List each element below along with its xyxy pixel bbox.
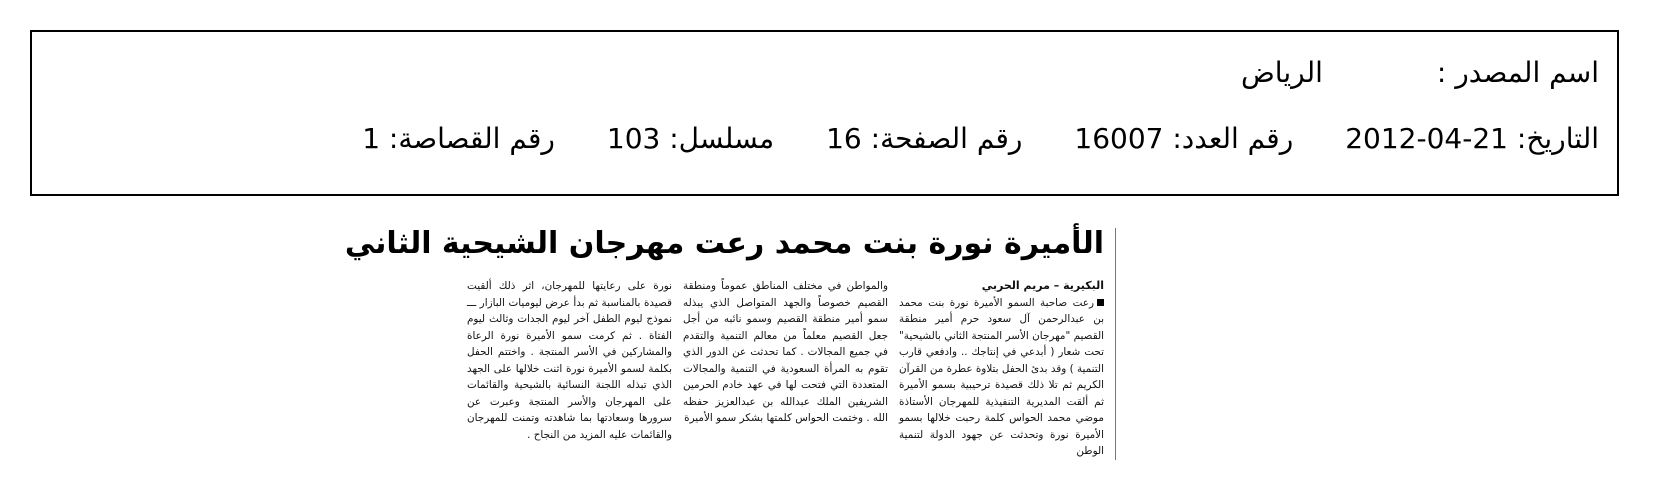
serial-field: مسلسل: 103 xyxy=(606,122,775,155)
source-line xyxy=(1241,56,1599,89)
article-headline: الأميرة نورة بنت محمد رعت مهرجان الشيحية الثاني xyxy=(344,226,1104,261)
page-field: رقم الصفحة: 16 xyxy=(826,122,1023,155)
article-byline: البكيرية – مريم الحربي xyxy=(981,279,1104,292)
article-column-3 xyxy=(467,278,672,443)
article-column-1 xyxy=(899,278,1104,460)
bullet-icon xyxy=(1097,299,1104,306)
news-clipping xyxy=(344,226,1110,460)
column-3-text: نورة على رعايتها للمهرجان، اثر ذلك ألقيت قصيدة بالمناسبة ثم بدأ عرض ليوميات البازار ـــ نموذج ليوم الطفل آخر ليوم الجدات وثالث ليوم الفتاة . ثم كرمت سمو الأميرة نورة الرعاة والمشاركين في الأسر المنتجة . واختتم الحفل بكلمة لسمو الأميرة نورة اثنت خلالها على الجهد الذي تبذله اللجنة النسائية بالشيحية والقائمات على المهرجان والأسر المنتجة وعبرت عن سرورها وسعادتها بما شاهدته وتمنت للمهرجان والقائمات عليه المزيد من النجاح . xyxy=(467,280,672,441)
column-2-text: والمواطن في مختلف المناطق عموماً ومنطقة القصيم خصوصاً والجهد المتواصل الذي يبذله سمو أمير منطقة القصيم وسمو نائبه من أجل جعل القصيم معلماً من معالم التنمية والتقدم في جميع المجالات . كما تحدثت عن الدور الذي تقوم به المرأة السعودية في التنمية والمجالات المتعددة التي فتحت لها في عهد خادم الحرمين الشريفين الملك عبدالله بن عبدالعزيز حفظه الله . وختمت الحواس كلمتها بشكر سمو الأميرة xyxy=(683,280,888,424)
source-info-box xyxy=(30,30,1619,196)
article-column-2 xyxy=(683,278,888,427)
column-1-text: رعت صاحبة السمو الأميرة نورة بنت محمد بن عبدالرحمن آل سعود حرم أمير منطقة القصيم "مهرجان الأسر المنتجة الثاني بالشيحية" تحت شعار ( أبدعي في إنتاجك .. وادفعي قارب التنمية ) وقد بدئ الحفل بتلاوة عطرة من القرآن الكريم ثم تلا ذلك قصيدة ترحيبية بسمو الأميرة ثم ألقت المديرية التنفيذية للمهرجان الأستاذة موضي محمد الحواس كلمة رحبت خلالها بسمو الأميرة نورة وتحدثت عن جهود الدولة لتنمية الوطن xyxy=(899,296,1104,457)
details-line xyxy=(362,122,1599,155)
clipping-field: رقم القصاصة: 1 xyxy=(362,122,555,155)
issue-field: رقم العدد: 16007 xyxy=(1074,122,1294,155)
clipping-border-rule xyxy=(1115,228,1116,460)
date-field: التاريخ: 21-04-2012 xyxy=(1345,122,1599,155)
source-label: اسم المصدر : xyxy=(1436,56,1599,89)
source-value: الرياض xyxy=(1240,56,1323,89)
